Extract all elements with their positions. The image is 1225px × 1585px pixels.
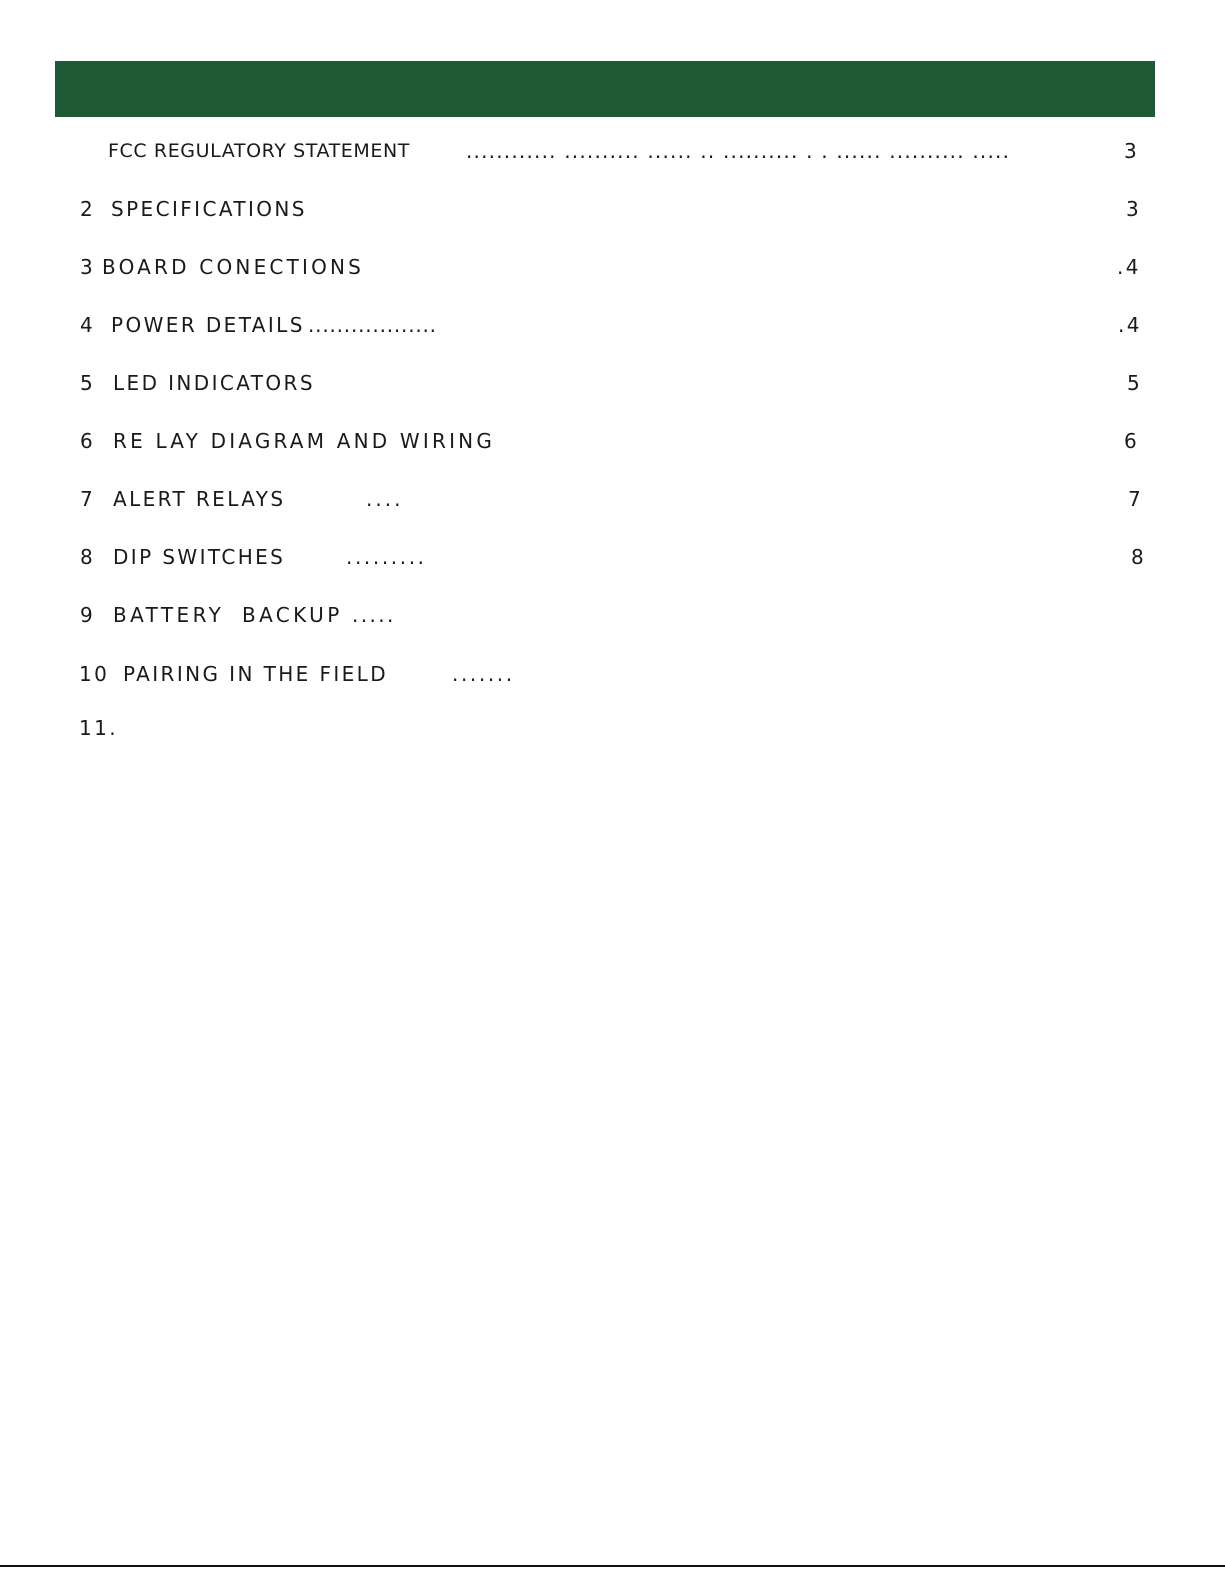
toc-entry-page: .4: [1117, 255, 1141, 279]
toc-entry-number: 3: [80, 255, 96, 279]
toc-entry-number: 7: [80, 487, 96, 511]
toc-entry: [0, 368, 1225, 398]
toc-entry: [0, 136, 1225, 166]
toc-entry-leader: .......: [452, 662, 515, 686]
toc-entry: [0, 310, 1225, 340]
toc-entry-page: 7: [1128, 487, 1144, 511]
toc-entry-number: 2: [80, 197, 96, 221]
bottom-rule: [0, 1565, 1225, 1567]
toc-entry-title: BOARD CONECTIONS: [102, 255, 365, 279]
toc-entry-leader: ............ .......... ...... .. .......... . . ...... .......... .....: [466, 139, 1011, 163]
toc-entry-title: RE LAY DIAGRAM AND WIRING: [113, 429, 496, 453]
toc-entry-number: 10: [79, 662, 110, 686]
toc-entry: [0, 600, 1225, 630]
toc-entry: [0, 484, 1225, 514]
toc-entry-title: FCC REGULATORY STATEMENT: [108, 140, 411, 162]
toc-entry-number: 11.: [79, 716, 119, 740]
toc-entry-page: .4: [1118, 313, 1142, 337]
toc-entry-page: 6: [1124, 429, 1140, 453]
toc-entry-title: DIP SWITCHES: [113, 545, 286, 569]
toc-entry-title: LED INDICATORS: [113, 371, 315, 395]
toc-entry: [0, 252, 1225, 282]
toc-entry-page: 8: [1131, 545, 1147, 569]
toc-entry-title: POWER DETAILS: [111, 313, 305, 337]
toc-entry-title: SPECIFICATIONS: [111, 197, 307, 221]
toc-entry-leader: .........: [346, 545, 427, 569]
toc-entry-number: 4: [80, 313, 96, 337]
toc-entry: [0, 426, 1225, 456]
toc-entry-title: ALERT RELAYS: [113, 487, 286, 511]
toc-entry-page: 3: [1124, 139, 1140, 163]
toc-entry-leader: ..................: [308, 313, 437, 337]
toc-entry-number: 6: [80, 429, 96, 453]
toc-entry-page: 3: [1126, 197, 1142, 221]
toc-entry-number: 5: [80, 371, 96, 395]
header-bar: [55, 61, 1155, 117]
toc-entry-number: 9: [80, 603, 96, 627]
toc-entry: [0, 542, 1225, 572]
toc-entry: [0, 659, 1225, 689]
toc-entry: [0, 194, 1225, 224]
toc-entry-page: 5: [1127, 371, 1143, 395]
toc-entry-title: BATTERY BACKUP: [113, 603, 343, 627]
toc-entry-number: 8: [80, 545, 96, 569]
toc-entry-leader: ....: [366, 487, 404, 511]
toc-entry-leader: .....: [352, 603, 396, 627]
toc-entry-title: PAIRING IN THE FIELD: [123, 662, 389, 686]
toc-entry: [0, 713, 1225, 743]
